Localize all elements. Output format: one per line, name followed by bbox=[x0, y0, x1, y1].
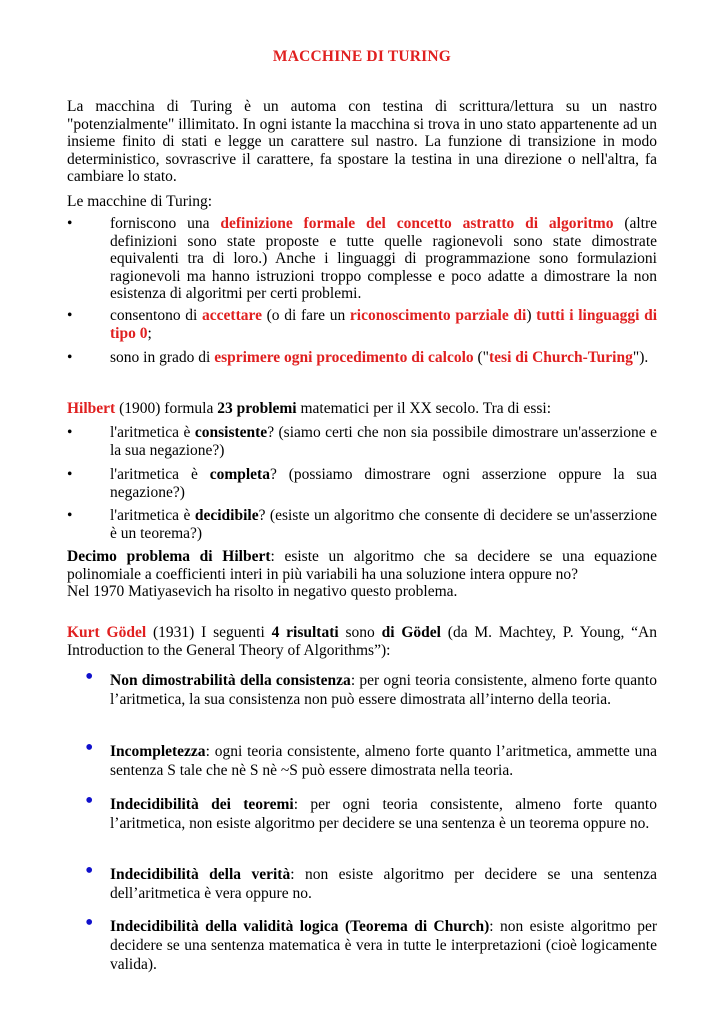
bullet-marker: • bbox=[67, 215, 73, 232]
hilbert-name: Hilbert bbox=[67, 400, 116, 417]
godel-bullet-1: • Non dimostrabilità della consistenza: per ogni teoria consistente, almeno forte quanto l’aritmetica, la sua consistenza non può essere dimostrata all’interno della teoria. bbox=[85, 664, 657, 708]
turing-heading: Le macchine di Turing: bbox=[67, 193, 213, 210]
turing-bullet-2: • consentono di accettare (o di fare un riconoscimento parziale di) tutti i linguaggi di tipo 0; bbox=[67, 307, 657, 342]
godel-paragraph: Kurt Gödel (1931) I seguenti 4 risultati sono di Gödel (da M. Machtey, P. Young, “An Introduction to the General Theory of Algorithms”): bbox=[67, 624, 657, 659]
godel-bullet-3: • Indecidibilità dei teoremi: per ogni teoria consistente, almeno forte quanto l’aritmetica, non esiste algoritmo per decidere se una sentenza è un teorema oppure no. bbox=[85, 788, 657, 832]
hilbert-bullet-3: • l'aritmetica è decidibile? (esiste un algoritmo che consente di decidere se un'asserzione è un teorema?) bbox=[67, 507, 657, 542]
bullet-marker: • bbox=[85, 664, 94, 690]
bullet-marker: • bbox=[85, 735, 94, 761]
bullet-marker: • bbox=[67, 307, 73, 324]
bullet-marker: • bbox=[67, 349, 73, 366]
bullet-marker: • bbox=[67, 424, 73, 441]
turing-bullet-1: • forniscono una definizione formale del concetto astratto di algoritmo (altre definizioni sono state proposte e tutte quelle ragionevoli sono state dimostrate equivalenti tra di loro.) Anche i linguaggi di programmazione sono formulazioni ragionevoli ma hanno istruzioni troppo complesse e poco adatte a dimostrare la non esistenza di algoritmi per certi problemi. bbox=[67, 215, 658, 302]
decimo-paragraph: Decimo problema di Hilbert: esiste un algoritmo che sa decidere se una equazione polinomiale a coefficienti interi in più variabili ha una soluzione intera oppure no? Nel 1970 Matiyasevich ha risolto in negativo questo problema. bbox=[67, 548, 657, 600]
godel-bullet-5: • Indecidibilità della validità logica (Teorema di Church): non esiste algoritmo per decidere se una sentenza matematica è vera in tutte le interpretazioni (cioè logicamente valida). bbox=[85, 910, 657, 973]
bullet-marker: • bbox=[67, 466, 73, 483]
intro-paragraph: La macchina di Turing è un automa con testina di scrittura/lettura su un nastro "potenzialmente" illimitato. In ogni istante la macchina si trova in uno stato appartenente ad un insieme finito di stati e legge un carattere sul nastro. La funzione di transizione in modo deterministico, sovrascrive il carattere, fa spostare la testina in una direzione o nell'altra, fa cambiare lo stato. bbox=[67, 98, 657, 185]
godel-bullet-4: • Indecidibilità della verità: non esiste algoritmo per decidere se una sentenza dell’aritmetica è vera oppure no. bbox=[85, 858, 658, 902]
hilbert-paragraph: Hilbert (1900) formula 23 problemi matematici per il XX secolo. Tra di essi: bbox=[67, 400, 552, 417]
turing-bullet-3: • sono in grado di esprimere ogni procedimento di calcolo ("tesi di Church-Turing"). bbox=[67, 349, 649, 366]
page-title: MACCHINE DI TURING bbox=[272, 48, 452, 65]
bullet-marker: • bbox=[85, 910, 94, 936]
bullet-marker: • bbox=[67, 507, 73, 524]
godel-name: Kurt Gödel bbox=[67, 624, 147, 641]
godel-bullet-2: • Incompletezza: ogni teoria consistente, almeno forte quanto l’aritmetica, ammette una sentenza S tale che nè S nè ~S può essere dimostrata nella teoria. bbox=[85, 735, 657, 779]
bullet-marker: • bbox=[85, 788, 94, 814]
hilbert-bullet-1: • l'aritmetica è consistente? (siamo certi che non sia possibile dimostrare un'asserzione e la sua negazione?) bbox=[67, 424, 657, 459]
bullet-marker: • bbox=[85, 858, 94, 884]
hilbert-bullet-2: • l'aritmetica è completa? (possiamo dimostrare ogni asserzione oppure la sua negazione?) bbox=[67, 466, 657, 501]
